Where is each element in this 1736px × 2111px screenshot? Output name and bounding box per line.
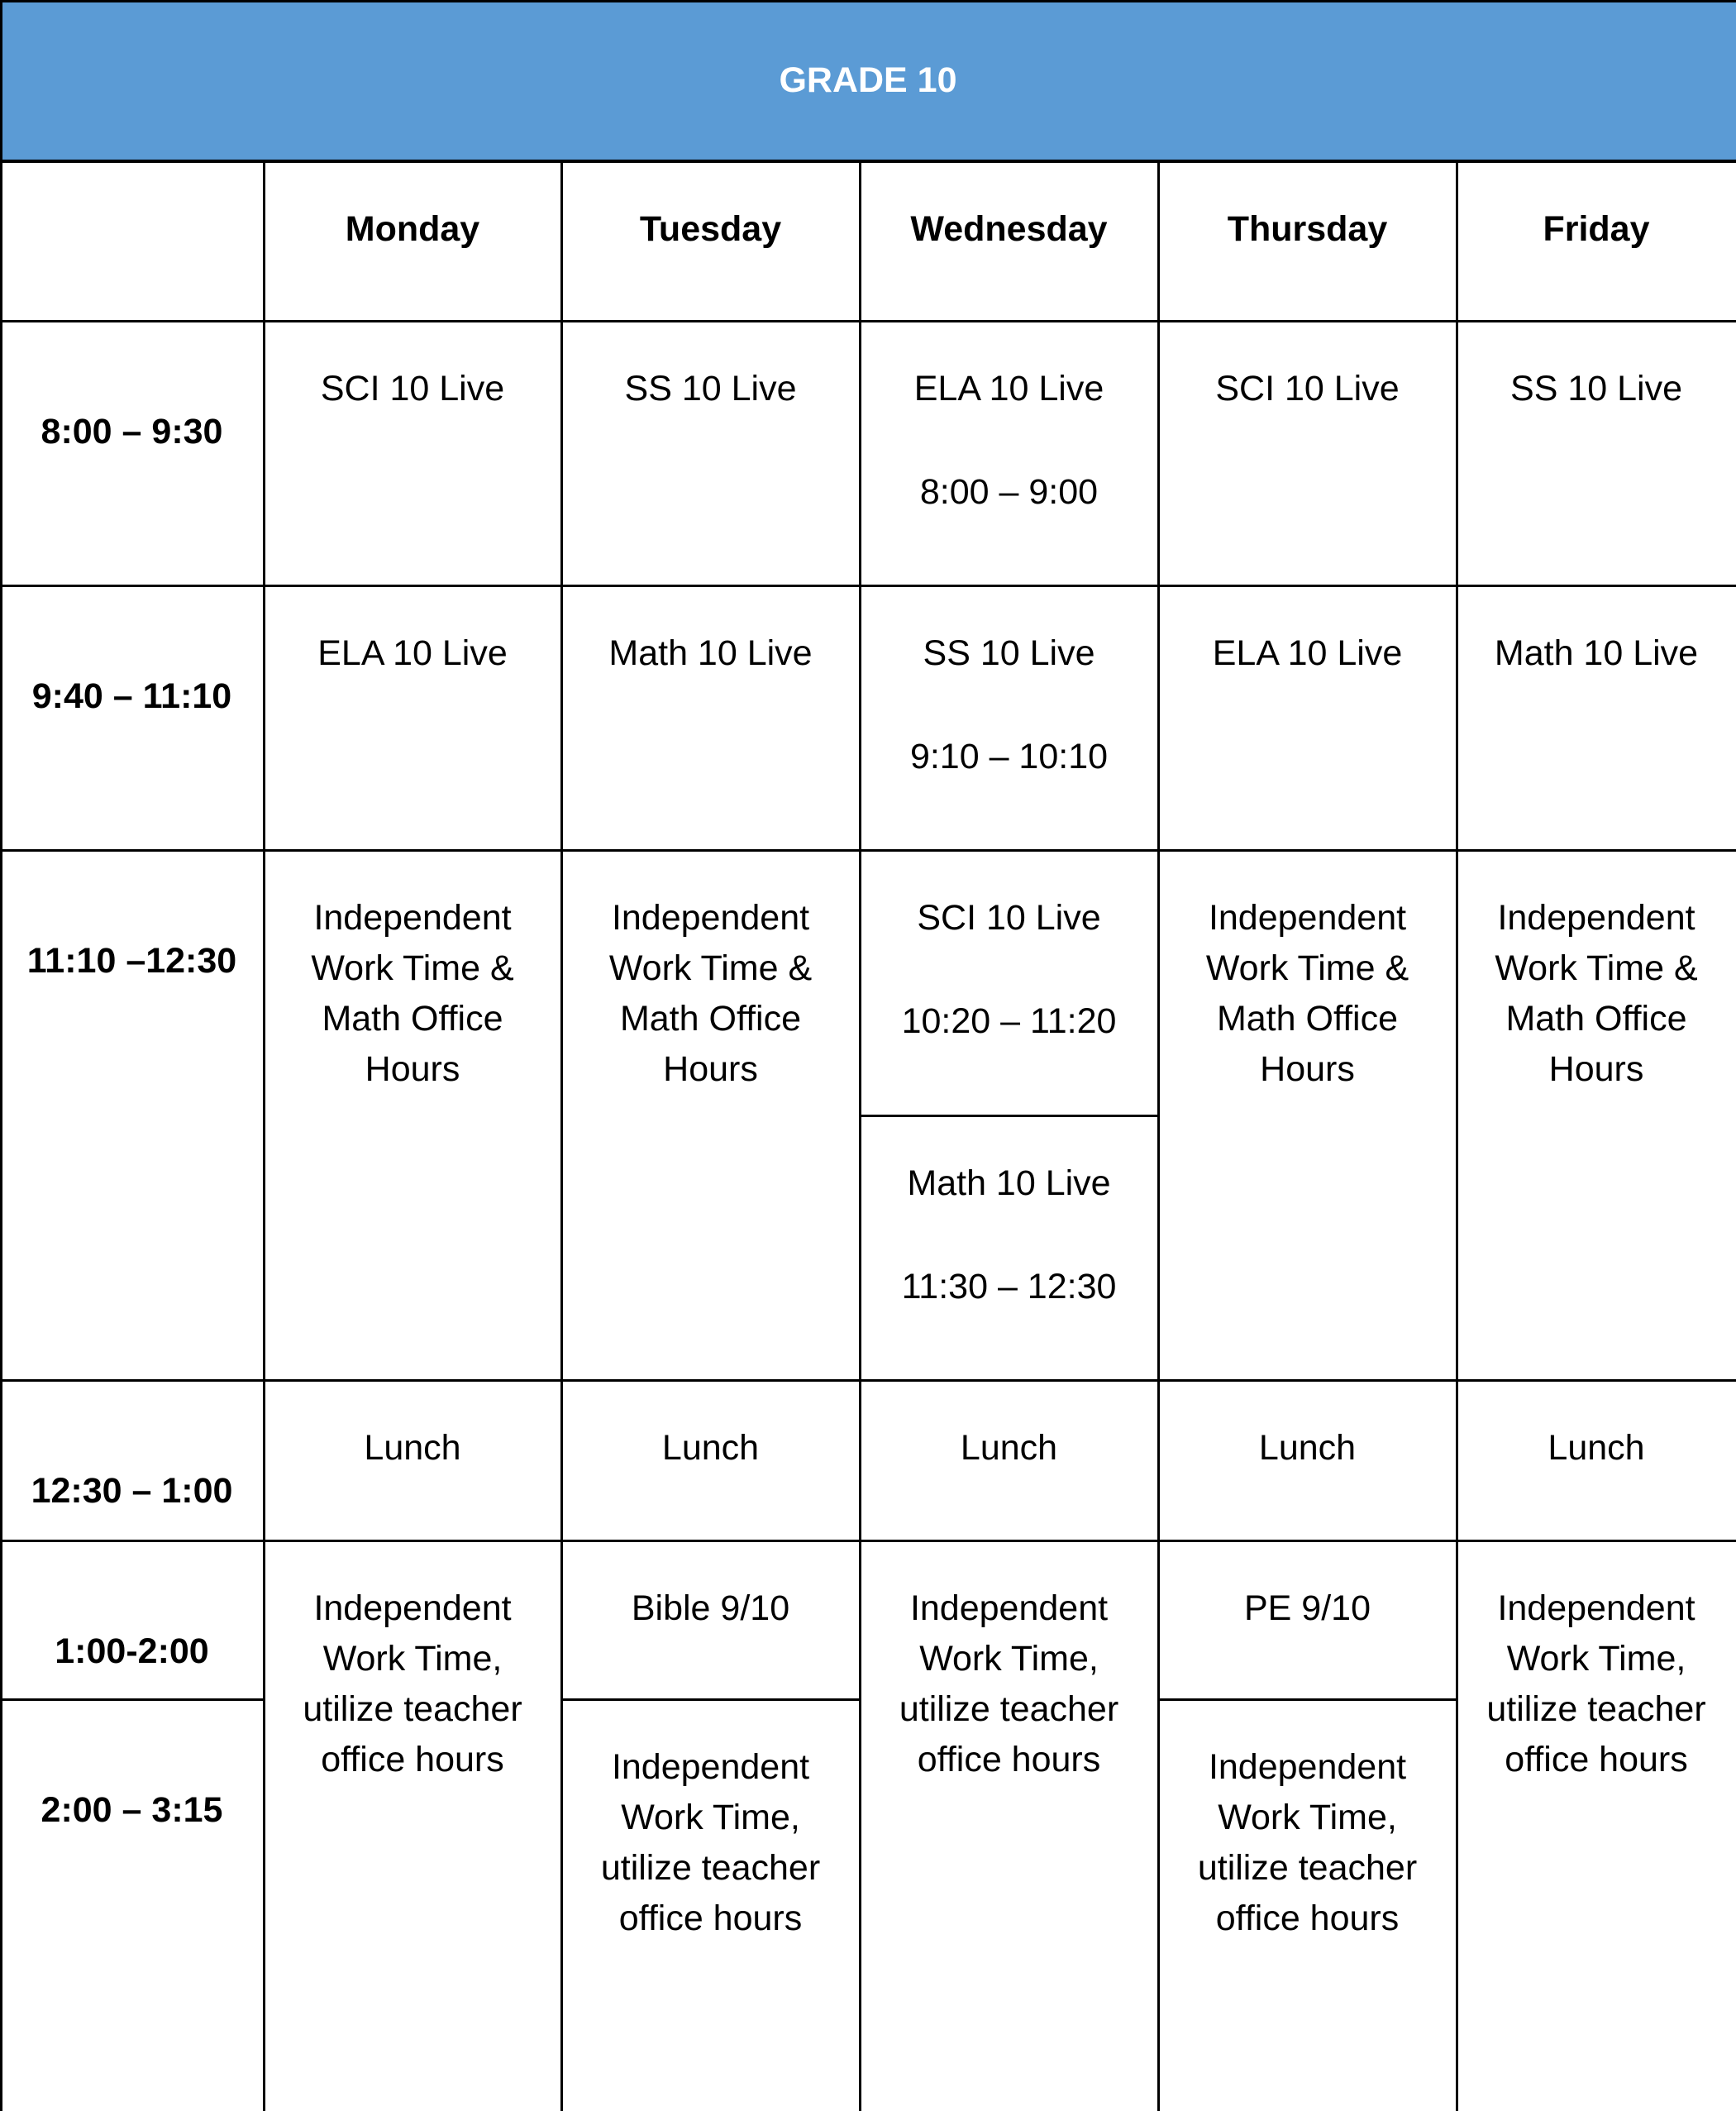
cell-fri-period-3 — [1457, 850, 1736, 1380]
time-label-1-text-0: 8:00 – 9:30 — [41, 412, 223, 451]
time-label-5-text-0: 1:00-2:00 — [55, 1631, 209, 1671]
rule-time-split — [0, 1698, 264, 1701]
cell-wed-period-1-text-0: ELA 10 Live — [913, 369, 1104, 408]
cell-tue-period-3-text-0: Independent Work Time & Math Office Hours — [608, 898, 813, 1089]
cell-wed-period-1-text-1: 8:00 – 9:00 — [919, 472, 1099, 512]
cell-fri-period-2 — [1457, 585, 1736, 850]
cell-wed-period-2 — [860, 585, 1158, 850]
cell-tue-lunch-text-0: Lunch — [661, 1428, 760, 1468]
cell-thu-afternoon-2-text-0: Independent Work Time, utilize teacher office hours — [1197, 1747, 1418, 1938]
cell-wed-period-3b — [860, 1115, 1158, 1380]
day-header-friday — [1457, 161, 1736, 321]
cell-tue-afternoon-2-text-0: Independent Work Time, utilize teacher office hours — [600, 1747, 821, 1938]
cell-wed-period-1 — [860, 321, 1158, 585]
day-header-wednesday — [860, 161, 1158, 321]
time-label-5 — [0, 1540, 264, 1699]
cell-mon-period-1-text-0: SCI 10 Live — [320, 369, 505, 408]
cell-wed-lunch-text-0: Lunch — [960, 1428, 1058, 1468]
time-label-6-text-0: 2:00 – 3:15 — [41, 1790, 223, 1830]
cell-wed-afternoon — [860, 1540, 1158, 2111]
cell-wed-period-3a-text-1: 10:20 – 11:20 — [901, 1001, 1117, 1041]
cell-thu-lunch — [1158, 1380, 1457, 1540]
border-left — [0, 0, 2, 2111]
cell-thu-period-3-text-0: Independent Work Time & Math Office Hours — [1205, 898, 1409, 1089]
day-header-monday — [264, 161, 561, 321]
cell-tue-afternoon-2 — [561, 1699, 860, 2111]
cell-wed-lunch — [860, 1380, 1158, 1540]
day-header-thursday — [1158, 161, 1457, 321]
cell-mon-period-1 — [264, 321, 561, 585]
rule-wed-split — [860, 1115, 1158, 1117]
cell-tue-period-2 — [561, 585, 860, 850]
time-label-2-text-0: 9:40 – 11:10 — [31, 676, 232, 716]
cell-tue-lunch — [561, 1380, 860, 1540]
time-label-3-text-0: 11:10 –12:30 — [26, 941, 237, 981]
cell-fri-period-1-text-0: SS 10 Live — [1510, 369, 1682, 408]
cell-mon-period-3-text-0: Independent Work Time & Math Office Hours — [311, 898, 514, 1089]
rule-row-3 — [0, 1379, 1736, 1382]
border-top — [0, 0, 1736, 2]
day-header-monday-text-0: Monday — [345, 209, 480, 249]
day-header-friday-text-0: Friday — [1543, 209, 1650, 249]
schedule-title: GRADE 10 — [0, 0, 1736, 161]
rule-col-3 — [859, 161, 861, 2111]
cell-tue-afternoon-1-text-0: Bible 9/10 — [631, 1588, 790, 1628]
rule-col-5 — [1456, 161, 1458, 2111]
rule-header — [0, 160, 1736, 163]
cell-wed-period-3b-text-1: 11:30 – 12:30 — [901, 1267, 1117, 1306]
cell-mon-period-2-text-0: ELA 10 Live — [317, 633, 508, 673]
time-label-2 — [0, 585, 264, 850]
cell-tue-period-1-text-0: SS 10 Live — [624, 369, 797, 408]
cell-tue-period-1 — [561, 321, 860, 585]
rule-col-1 — [263, 161, 265, 2111]
rule-row-2 — [0, 849, 1736, 852]
cell-thu-period-1-text-0: SCI 10 Live — [1215, 369, 1400, 408]
cell-mon-period-3 — [264, 850, 561, 1380]
cell-tue-period-2-text-0: Math 10 Live — [608, 633, 813, 673]
time-label-4 — [0, 1380, 264, 1540]
cell-mon-lunch — [264, 1380, 561, 1540]
cell-fri-lunch-text-0: Lunch — [1548, 1428, 1645, 1468]
cell-fri-afternoon-text-0: Independent Work Time, utilize teacher office hours — [1486, 1588, 1706, 1779]
cell-thu-afternoon-1-text-0: PE 9/10 — [1244, 1588, 1371, 1628]
cell-wed-period-3a-text-0: SCI 10 Live — [917, 898, 1101, 938]
rule-tue-split — [561, 1698, 860, 1701]
day-header-thursday-text-0: Thursday — [1227, 209, 1388, 249]
time-label-4-text-0: 12:30 – 1:00 — [31, 1471, 233, 1511]
rule-col-4 — [1157, 161, 1160, 2111]
day-header-tuesday-text-0: Tuesday — [639, 209, 782, 249]
time-label-3 — [0, 850, 264, 1380]
cell-mon-afternoon-text-0: Independent Work Time, utilize teacher office hours — [303, 1588, 522, 1779]
cell-thu-period-3 — [1158, 850, 1457, 1380]
cell-wed-period-2-text-1: 9:10 – 10:10 — [909, 737, 1109, 776]
day-header-tuesday — [561, 161, 860, 321]
cell-mon-lunch-text-0: Lunch — [364, 1428, 461, 1468]
day-header-wednesday-text-0: Wednesday — [910, 209, 1108, 249]
cell-fri-period-1 — [1457, 321, 1736, 585]
rule-row-4 — [0, 1540, 1736, 1542]
cell-tue-period-3 — [561, 850, 860, 1380]
cell-thu-period-2-text-0: ELA 10 Live — [1212, 633, 1403, 673]
time-label-6 — [0, 1699, 264, 2111]
cell-wed-period-2-text-0: SS 10 Live — [923, 633, 1095, 673]
cell-fri-period-3-text-0: Independent Work Time & Math Office Hours — [1495, 898, 1698, 1089]
cell-thu-period-2 — [1158, 585, 1457, 850]
time-label-1 — [0, 321, 264, 585]
cell-mon-period-2 — [264, 585, 561, 850]
cell-wed-period-3a — [860, 850, 1158, 1115]
cell-wed-afternoon-text-0: Independent Work Time, utilize teacher office hours — [899, 1588, 1119, 1779]
cell-wed-period-3b-text-0: Math 10 Live — [907, 1163, 1111, 1203]
cell-thu-afternoon-2 — [1158, 1699, 1457, 2111]
rule-thu-split — [1158, 1698, 1457, 1701]
cell-mon-afternoon — [264, 1540, 561, 2111]
cell-tue-afternoon-1 — [561, 1540, 860, 1699]
cell-fri-afternoon — [1457, 1540, 1736, 2111]
cell-thu-period-1 — [1158, 321, 1457, 585]
cell-fri-period-2-text-0: Math 10 Live — [1494, 633, 1699, 673]
cell-fri-lunch — [1457, 1380, 1736, 1540]
rule-row-1 — [0, 585, 1736, 587]
cell-thu-lunch-text-0: Lunch — [1258, 1428, 1357, 1468]
rule-days — [0, 320, 1736, 322]
rule-col-2 — [560, 161, 563, 2111]
cell-thu-afternoon-1 — [1158, 1540, 1457, 1699]
